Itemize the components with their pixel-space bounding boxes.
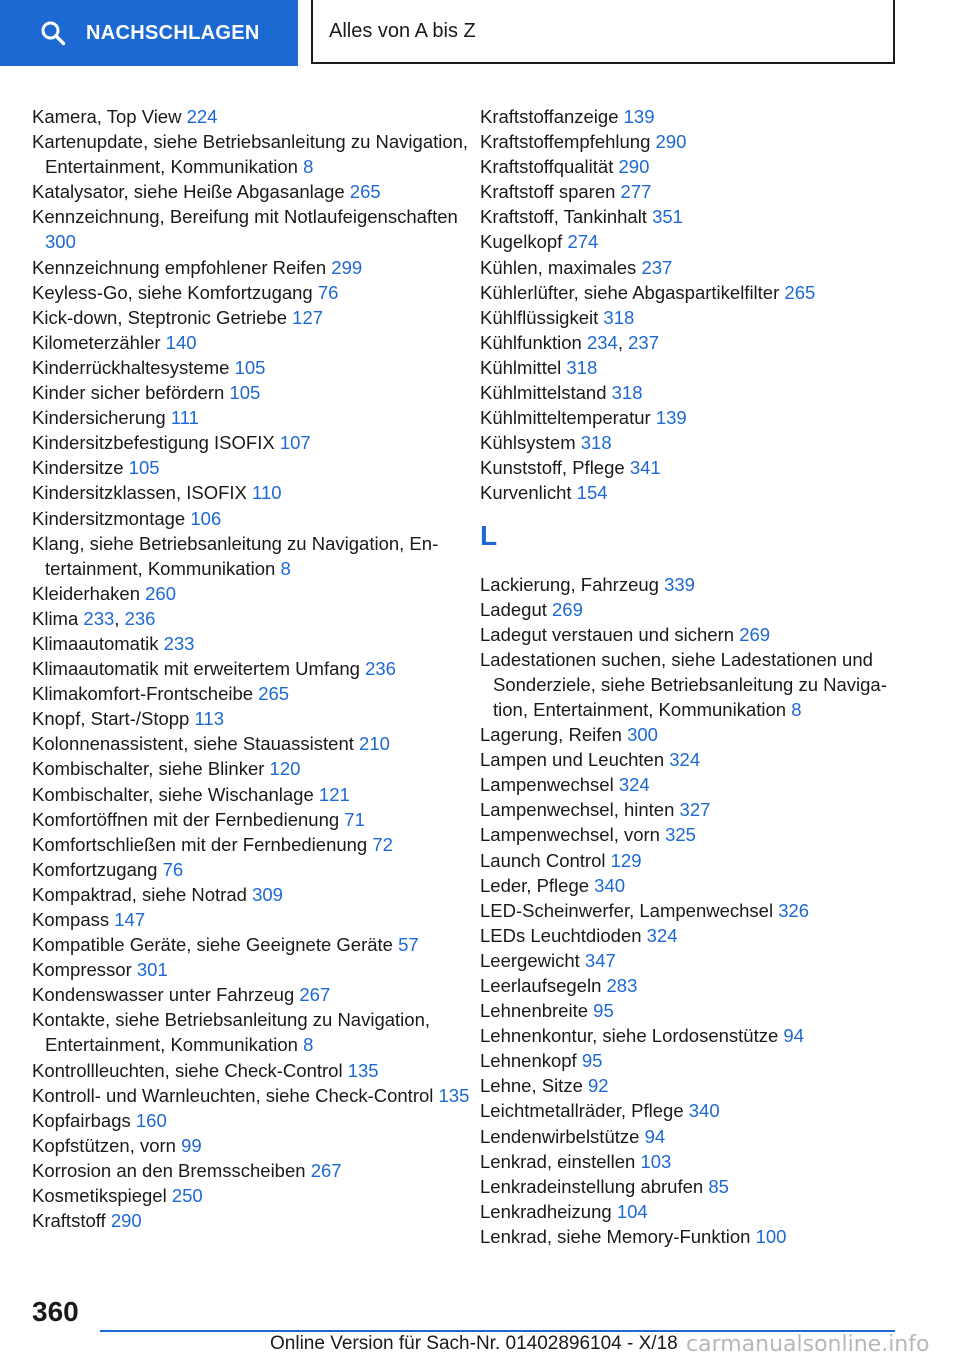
page-reference-link[interactable]: 340 (594, 874, 626, 896)
index-entry (480, 848, 910, 873)
page-reference-link[interactable]: 236 (124, 607, 156, 629)
index-entry (480, 597, 910, 622)
page-reference-link[interactable]: 147 (114, 909, 146, 930)
page-reference-link[interactable]: 301 (136, 959, 168, 981)
index-entry (480, 154, 910, 179)
index-entry (32, 405, 472, 430)
index-entry (32, 1058, 472, 1083)
page-reference-link[interactable]: 139 (623, 106, 655, 127)
index-entry-text: Kraftstoffanzeige (480, 106, 619, 127)
page-reference-link[interactable]: 139 (655, 407, 687, 429)
page-reference-link[interactable]: 135 (347, 1059, 379, 1081)
page-reference-link[interactable]: 327 (679, 799, 711, 821)
index-entry (480, 772, 910, 797)
index-entry-text: Ladegut verstauen und sichern (480, 623, 735, 645)
index-entry-text: Kühlflüssigkeit (480, 306, 599, 328)
page-reference-link[interactable]: 85 (708, 1175, 729, 1197)
page-reference-link[interactable]: 8 (280, 557, 291, 579)
index-entry-text: Klang, siehe Betriebsanleitung zu Navigation, Entertainment, Kommunikation (32, 532, 439, 579)
index-entry (32, 932, 472, 957)
page-reference-link[interactable]: 237 (628, 331, 659, 353)
index-entry-text: Kolonnenassistent, siehe Stauassistent (32, 733, 354, 755)
index-entry (480, 1098, 910, 1123)
index-entry (32, 656, 472, 681)
index-entry-text: Kurvenlicht (480, 482, 572, 504)
index-entry-text: Ladestationen suchen, siehe Ladestationen und Sonderziele, siehe Betriebsanleitung zu Navigation, Entertainment, Kommunikation (480, 648, 887, 720)
online-version-text: Online Version für Sach-Nr. 01402896104 - X/18 (270, 1333, 678, 1354)
page-reference-link[interactable]: 347 (584, 949, 616, 971)
index-entry (480, 280, 910, 305)
page-reference-link[interactable]: 340 (688, 1100, 720, 1122)
index-entry-text: Kindersicherung (32, 407, 166, 429)
page-reference-link[interactable]: 224 (186, 106, 218, 127)
index-entry (32, 706, 472, 731)
page-reference-link[interactable]: 110 (252, 482, 282, 504)
index-column-left (32, 104, 472, 1233)
index-entry (32, 455, 472, 480)
index-entry (32, 957, 472, 982)
index-entry (32, 531, 472, 581)
index-entry-text: Kennzeichnung, Bereifung mit Notlaufeigenschaften (32, 206, 458, 228)
index-entry (32, 355, 472, 380)
index-entry (480, 1199, 910, 1224)
index-entry-text: Lendenwirbelstütze (480, 1125, 640, 1147)
index-entry-text: Lehne, Sitze (480, 1075, 583, 1097)
index-entry (480, 204, 910, 229)
index-entry (32, 1108, 472, 1133)
index-entry-text: Kontrollleuchten, siehe Check-Control (32, 1059, 343, 1081)
index-entry-text: Kühlmitteltemperatur (480, 407, 651, 429)
index-entry-text: Kindersitzklassen, ISOFIX (32, 482, 247, 504)
page-reference-link[interactable]: 260 (145, 582, 177, 604)
index-entry-text: Kraftstoffempfehlung (480, 131, 651, 153)
index-entry (480, 873, 910, 898)
page-reference-link[interactable]: 290 (655, 131, 687, 153)
index-entry-text: Lampenwechsel, vorn (480, 824, 660, 846)
page-reference-link[interactable]: 95 (593, 1000, 614, 1022)
page-reference-link[interactable]: 111 (170, 407, 199, 429)
page-reference-link[interactable]: 154 (576, 482, 608, 504)
index-entry (32, 179, 472, 204)
page-reference-link[interactable]: 121 (318, 783, 350, 805)
page-reference-link[interactable]: 92 (588, 1075, 609, 1097)
index-entry-text: Kinderrückhaltesysteme (32, 356, 230, 378)
index-entry-text: Katalysator, siehe Heiße Abgasanlage (32, 181, 345, 203)
page-reference-link[interactable]: 76 (162, 858, 184, 880)
index-entry (32, 1183, 472, 1208)
index-entry (480, 255, 910, 280)
page-reference-link[interactable]: 265 (784, 281, 816, 303)
index-entry (480, 1124, 910, 1149)
index-entry-text: Kondenswasser unter Fahrzeug (32, 984, 295, 1006)
index-entry (480, 355, 910, 380)
page-reference-link[interactable]: 8 (303, 156, 314, 178)
index-entry-text: Kühlmittel (480, 356, 562, 378)
index-entry (32, 430, 472, 455)
index-entry (32, 506, 472, 531)
page-reference-link[interactable]: 325 (665, 824, 696, 846)
page-reference-link[interactable]: 324 (618, 774, 650, 796)
index-entry (32, 129, 472, 179)
index-entry (32, 581, 472, 606)
page-reference-link[interactable]: 99 (181, 1134, 202, 1156)
index-group-k (480, 104, 910, 506)
index-entry-text: Klima (32, 607, 79, 629)
index-entry-text: Kontakte, siehe Betriebsanleitung zu Navigation, Entertainment, Kommunikation (32, 1009, 431, 1056)
index-entry-text: Klimaautomatik (32, 632, 159, 654)
index-entry-text: Korrosion an den Bremsscheiben (32, 1159, 306, 1181)
page-reference-link[interactable]: 72 (372, 833, 393, 855)
index-entry (32, 731, 472, 756)
index-entry (32, 330, 472, 355)
index-entry (480, 998, 910, 1023)
index-entry-text: Lenkradheizung (480, 1200, 612, 1222)
index-entry (32, 1158, 472, 1183)
index-entry-text: Kompatible Geräte, siehe Geeignete Geräte (32, 934, 393, 956)
index-entry (480, 1023, 910, 1048)
index-entry (480, 797, 910, 822)
page-reference-link[interactable]: 105 (128, 457, 160, 479)
page-reference-link[interactable]: 106 (190, 507, 222, 529)
index-entry-text: Klimaautomatik mit erweitertem Umfang (32, 658, 360, 680)
page-reference-link[interactable]: 135 (438, 1084, 470, 1106)
page-reference-link[interactable]: 236 (365, 658, 396, 680)
page-reference-link[interactable]: 265 (349, 181, 381, 203)
index-entry-text: Kinder sicher befördern (32, 382, 225, 404)
page-reference-link[interactable]: 300 (45, 231, 76, 253)
page-reference-link[interactable]: 94 (783, 1025, 804, 1047)
index-entry-text: Komfortschließen mit der Fernbedienung (32, 833, 368, 855)
index-entry-text: Komfortöffnen mit der Fernbedienung (32, 808, 340, 830)
index-entry-text: Kamera, Top View (32, 106, 182, 127)
page-reference-link[interactable]: 324 (646, 924, 678, 946)
page-reference-link[interactable]: 324 (669, 749, 701, 771)
page-reference-link[interactable]: 309 (252, 883, 283, 905)
page-reference-link[interactable]: 71 (344, 808, 365, 830)
index-entry-text: LEDs Leuchtdioden (480, 924, 642, 946)
index-entry (32, 305, 472, 330)
page-header (0, 0, 960, 66)
index-entry-text: Lackierung, Fahrzeug (480, 573, 659, 595)
page-reference-link[interactable]: 160 (135, 1109, 167, 1131)
index-group-l (480, 572, 910, 1250)
page-reference-link[interactable]: 237 (641, 256, 673, 278)
section-title-box (311, 0, 895, 64)
index-entry-text: Lenkrad, einstellen (480, 1150, 636, 1172)
index-entry-text: Kühlfunktion (480, 331, 582, 353)
page-reference-link[interactable]: 269 (552, 598, 583, 620)
index-entry: Kühlfunktion 234, 237 (480, 331, 659, 353)
index-entry (480, 622, 910, 647)
page-reference-link[interactable]: 57 (398, 934, 419, 956)
index-entry-text: Kraftstoff (32, 1210, 106, 1232)
index-entry-text: Launch Control (480, 849, 606, 871)
section-title: Alles von A bis Z (329, 19, 476, 42)
index-entry-text: Kopfairbags (32, 1109, 131, 1131)
page-reference-link[interactable]: 129 (610, 849, 642, 871)
index-entry-text: Kompass (32, 909, 110, 930)
index-entry-text: Kick-down, Steptronic Getriebe (32, 306, 288, 328)
index-entry-text: Kraftstoff, Tankinhalt (480, 206, 647, 228)
page-reference-link[interactable]: 140 (165, 331, 197, 353)
index-entry (480, 1073, 910, 1098)
page-reference-link[interactable]: 283 (606, 975, 638, 996)
index-entry-text: Kraftstoffqualität (480, 156, 614, 178)
index-entry (480, 305, 910, 330)
page-reference-link[interactable]: 210 (359, 733, 390, 755)
index-entry-text: Kunststoff, Pflege (480, 457, 625, 479)
page-reference-link[interactable]: 103 (640, 1150, 672, 1172)
page-reference-link[interactable]: 300 (627, 724, 658, 746)
index-entry (32, 480, 472, 505)
index-entry-text: Kühlsystem (480, 432, 576, 454)
page-reference-link[interactable]: 95 (581, 1050, 603, 1072)
index-entry (32, 756, 472, 781)
index-entry-text: Kraftstoff sparen (480, 181, 616, 203)
index-entry-text: Lampenwechsel, hinten (480, 799, 675, 821)
index-entry (480, 104, 910, 129)
page-reference-link[interactable]: 326 (778, 899, 810, 921)
page-reference-link[interactable]: 120 (269, 758, 301, 780)
page-reference-link[interactable]: 104 (616, 1200, 648, 1222)
index-entry (480, 1048, 910, 1073)
index-entry-text: Kennzeichnung empfohlener Reifen (32, 256, 327, 278)
index-entry-text: Komfortzugang (32, 858, 158, 880)
index-entry (480, 129, 910, 154)
index-entry (480, 822, 910, 847)
index-entry (32, 204, 472, 254)
index-entry (480, 179, 910, 204)
page-reference-link[interactable]: 339 (664, 573, 695, 595)
page-reference-link[interactable]: 299 (331, 256, 363, 278)
index-entry (32, 681, 472, 706)
index-entry-text: Kindersitzmontage (32, 507, 186, 529)
index-entry (480, 430, 910, 455)
index-entry (32, 280, 472, 305)
index-entry (480, 455, 910, 480)
index-entry-text: Kühlerlüfter, siehe Abgaspartikelfilter (480, 281, 780, 303)
index-entry (480, 380, 910, 405)
index-entry-text: Leder, Pflege (480, 874, 590, 896)
page-reference-link[interactable]: 76 (317, 281, 339, 303)
index-entry (480, 1149, 910, 1174)
index-entry-text: Kleiderhaken (32, 582, 140, 604)
index-entry-text: Kindersitze (32, 457, 124, 479)
index-entry (32, 380, 472, 405)
index-entry (480, 480, 910, 505)
section-letter-l: L (480, 519, 498, 551)
index-entry (480, 973, 910, 998)
page-reference-link[interactable]: 234 (586, 331, 618, 353)
index-entry-text: Kontroll- und Warnleuchten, siehe Check-Control (32, 1084, 434, 1106)
page-reference-link[interactable]: 318 (603, 306, 635, 328)
index-entry-text: Leergewicht (480, 949, 580, 971)
index-entry-text: Kindersitzbefestigung ISOFIX (32, 432, 275, 454)
index-entry-text: Kombischalter, siehe Blinker (32, 758, 265, 780)
index-entry (32, 1133, 472, 1158)
index-entry-text: Kompressor (32, 959, 132, 981)
index-entry-text: Klimakomfort-Frontscheibe (32, 683, 254, 705)
index-entry (480, 948, 910, 973)
index-entry-text: Kühlmittelstand (480, 382, 607, 404)
index-entry-text: Lampenwechsel (480, 774, 614, 796)
page-reference-link[interactable]: 100 (755, 1225, 787, 1247)
index-entry-text: Kühlen, maximales (480, 256, 637, 278)
page-reference-link[interactable]: 269 (739, 623, 771, 645)
index-entry (32, 1083, 472, 1108)
page-reference-link[interactable]: 94 (644, 1125, 666, 1147)
index-entry (480, 405, 910, 430)
index-entry (32, 631, 472, 656)
index-entry-text: Lehnenkontur, siehe Lordosenstütze (480, 1025, 779, 1047)
index-entry (32, 1208, 472, 1233)
page-reference-link[interactable]: 8 (791, 698, 802, 720)
page-reference-link[interactable]: 351 (652, 206, 683, 228)
index-entry (32, 857, 472, 882)
index-entry (480, 229, 910, 254)
page-reference-link[interactable]: 267 (310, 1159, 342, 1181)
index-entry (32, 982, 472, 1007)
index-entry-text: Kompaktrad, siehe Notrad (32, 883, 247, 905)
page-reference-link[interactable]: 127 (292, 306, 324, 328)
nachschlagen-tab-label: NACHSCHLAGEN (86, 21, 260, 44)
index-entry (480, 923, 910, 948)
index-entry (32, 907, 472, 932)
index-entry-text: Leerlaufsegeln (480, 975, 602, 996)
index-entry (32, 1007, 472, 1057)
index-entry-text: LED-Scheinwerfer, Lampenwechsel (480, 899, 774, 921)
index-entry-text: Leichtmetallräder, Pflege (480, 1100, 684, 1122)
index-entry (32, 782, 472, 807)
page-reference-link[interactable]: 107 (279, 432, 311, 454)
index-entry (32, 882, 472, 907)
page-reference-link[interactable]: 274 (567, 231, 599, 253)
index-entry (32, 255, 472, 280)
page-reference-link[interactable]: 290 (618, 156, 650, 178)
index-entry-text: Lenkradeinstellung abrufen (480, 1175, 704, 1197)
index-entry-text: Kilometerzähler (32, 331, 161, 353)
index-entry-text: Knopf, Start-/Stopp (32, 708, 190, 730)
page-reference-link[interactable]: 105 (234, 356, 266, 378)
page-reference-link[interactable]: 318 (611, 382, 643, 404)
page-reference-link[interactable]: 318 (580, 432, 612, 454)
index-entry-text: Ladegut (480, 598, 547, 620)
page-reference-link[interactable]: 318 (566, 356, 598, 378)
index-entry-text: Lenkrad, siehe Memory-Funktion (480, 1225, 751, 1247)
index-entry-text: Lagerung, Reifen (480, 724, 622, 746)
page-reference-link[interactable]: 277 (620, 181, 652, 203)
index-entry-text: Keyless-Go, siehe Komfortzugang (32, 281, 313, 303)
page-reference-link[interactable]: 233 (163, 632, 195, 654)
page-reference-link[interactable]: 341 (629, 457, 661, 479)
index-entry (480, 1224, 910, 1249)
index-entry-text: Kombischalter, siehe Wischanlage (32, 783, 314, 805)
index-entry-text: Kartenupdate, siehe Betriebsanleitung zu Navigation, Entertainment, Kommunikation (32, 131, 469, 178)
index-entry-text: Lehnenbreite (480, 1000, 589, 1022)
index-entry-text: Lampen und Leuchten (480, 749, 665, 771)
page-reference-link[interactable]: 267 (299, 984, 331, 1006)
index-entry (480, 572, 910, 597)
page-reference-link[interactable]: 265 (258, 683, 290, 705)
page-reference-link[interactable]: 233 (83, 607, 115, 629)
index-column-right (480, 104, 910, 1249)
page-reference-link[interactable]: 8 (303, 1034, 314, 1056)
page-reference-link[interactable]: 250 (171, 1185, 203, 1207)
nachschlagen-tab[interactable] (0, 0, 298, 66)
index-entry (480, 898, 910, 923)
index-entry (32, 807, 472, 832)
index-entry (480, 747, 910, 772)
search-icon (40, 20, 66, 46)
index-entry-text: Kosmetikspiegel (32, 1185, 167, 1207)
page-number: 360 (32, 1296, 79, 1327)
page-reference-link[interactable]: 105 (229, 382, 261, 404)
page-reference-link[interactable]: 290 (110, 1210, 142, 1232)
index-entry (480, 722, 910, 747)
index-entry-text: Kugelkopf (480, 231, 563, 253)
page-reference-link[interactable]: 113 (194, 708, 224, 730)
index-entry-text: Kopfstützen, vorn (32, 1134, 176, 1156)
index-entry-text: Lehnenkopf (480, 1050, 577, 1072)
watermark: carmanualsonline.info (686, 1332, 930, 1357)
index-entry (480, 1174, 910, 1199)
index-entry: Klima 233, 236 (32, 607, 156, 629)
index-entry (32, 832, 472, 857)
index-entry (32, 104, 472, 129)
index-entry (480, 647, 910, 722)
